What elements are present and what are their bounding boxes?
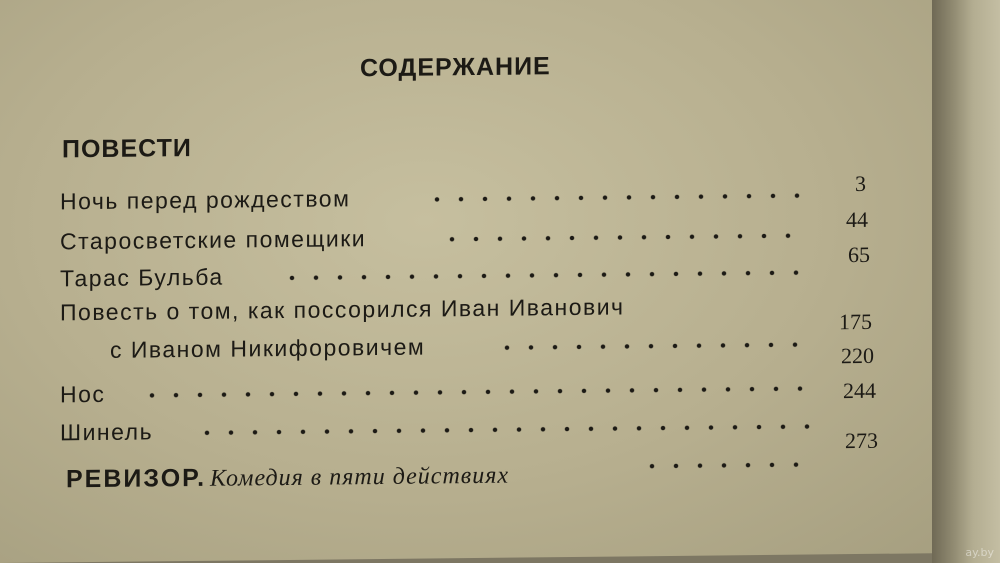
toc-entry-title: Старосветские помещики bbox=[60, 225, 367, 255]
toc-entry-page: 273 bbox=[845, 427, 878, 454]
section-heading: ПОВЕСТИ bbox=[62, 133, 192, 164]
revizor-separator: . bbox=[197, 463, 207, 492]
toc-entry-page: 44 bbox=[846, 206, 868, 233]
page-gutter bbox=[932, 0, 1000, 563]
leader-dots bbox=[495, 342, 807, 351]
toc-entry-title: Нос bbox=[60, 380, 106, 408]
watermark: ay.by bbox=[965, 546, 994, 559]
toc-entry-page: 175 bbox=[839, 308, 872, 335]
toc-entry-title: Тарас Бульба bbox=[60, 263, 224, 292]
leader-dots bbox=[140, 386, 810, 399]
page-title: СОДЕРЖАНИЕ bbox=[360, 52, 551, 83]
toc-entry-title: с Иваном Никифоровичем bbox=[110, 333, 426, 363]
revizor-subtitle: Комедия в пяти действиях bbox=[210, 462, 510, 492]
toc-entry-page: 65 bbox=[848, 241, 870, 268]
leader-dots bbox=[425, 193, 805, 203]
revizor-entry bbox=[66, 461, 509, 495]
leader-dots bbox=[440, 233, 805, 243]
leader-dots bbox=[195, 424, 810, 436]
toc-entry-title: Шинель bbox=[60, 418, 154, 446]
toc-entry-page: 220 bbox=[841, 342, 874, 369]
toc-entry-title: Ночь перед рождеством bbox=[60, 185, 351, 215]
toc-entry-page: 244 bbox=[843, 377, 876, 404]
leader-dots bbox=[640, 462, 810, 470]
toc-entry-page: 3 bbox=[855, 170, 866, 197]
revizor-title: РЕВИЗОР bbox=[66, 463, 198, 494]
leader-dots bbox=[280, 270, 805, 281]
toc-entry-title: Повесть о том, как поссорился Иван Иванович bbox=[60, 293, 625, 326]
